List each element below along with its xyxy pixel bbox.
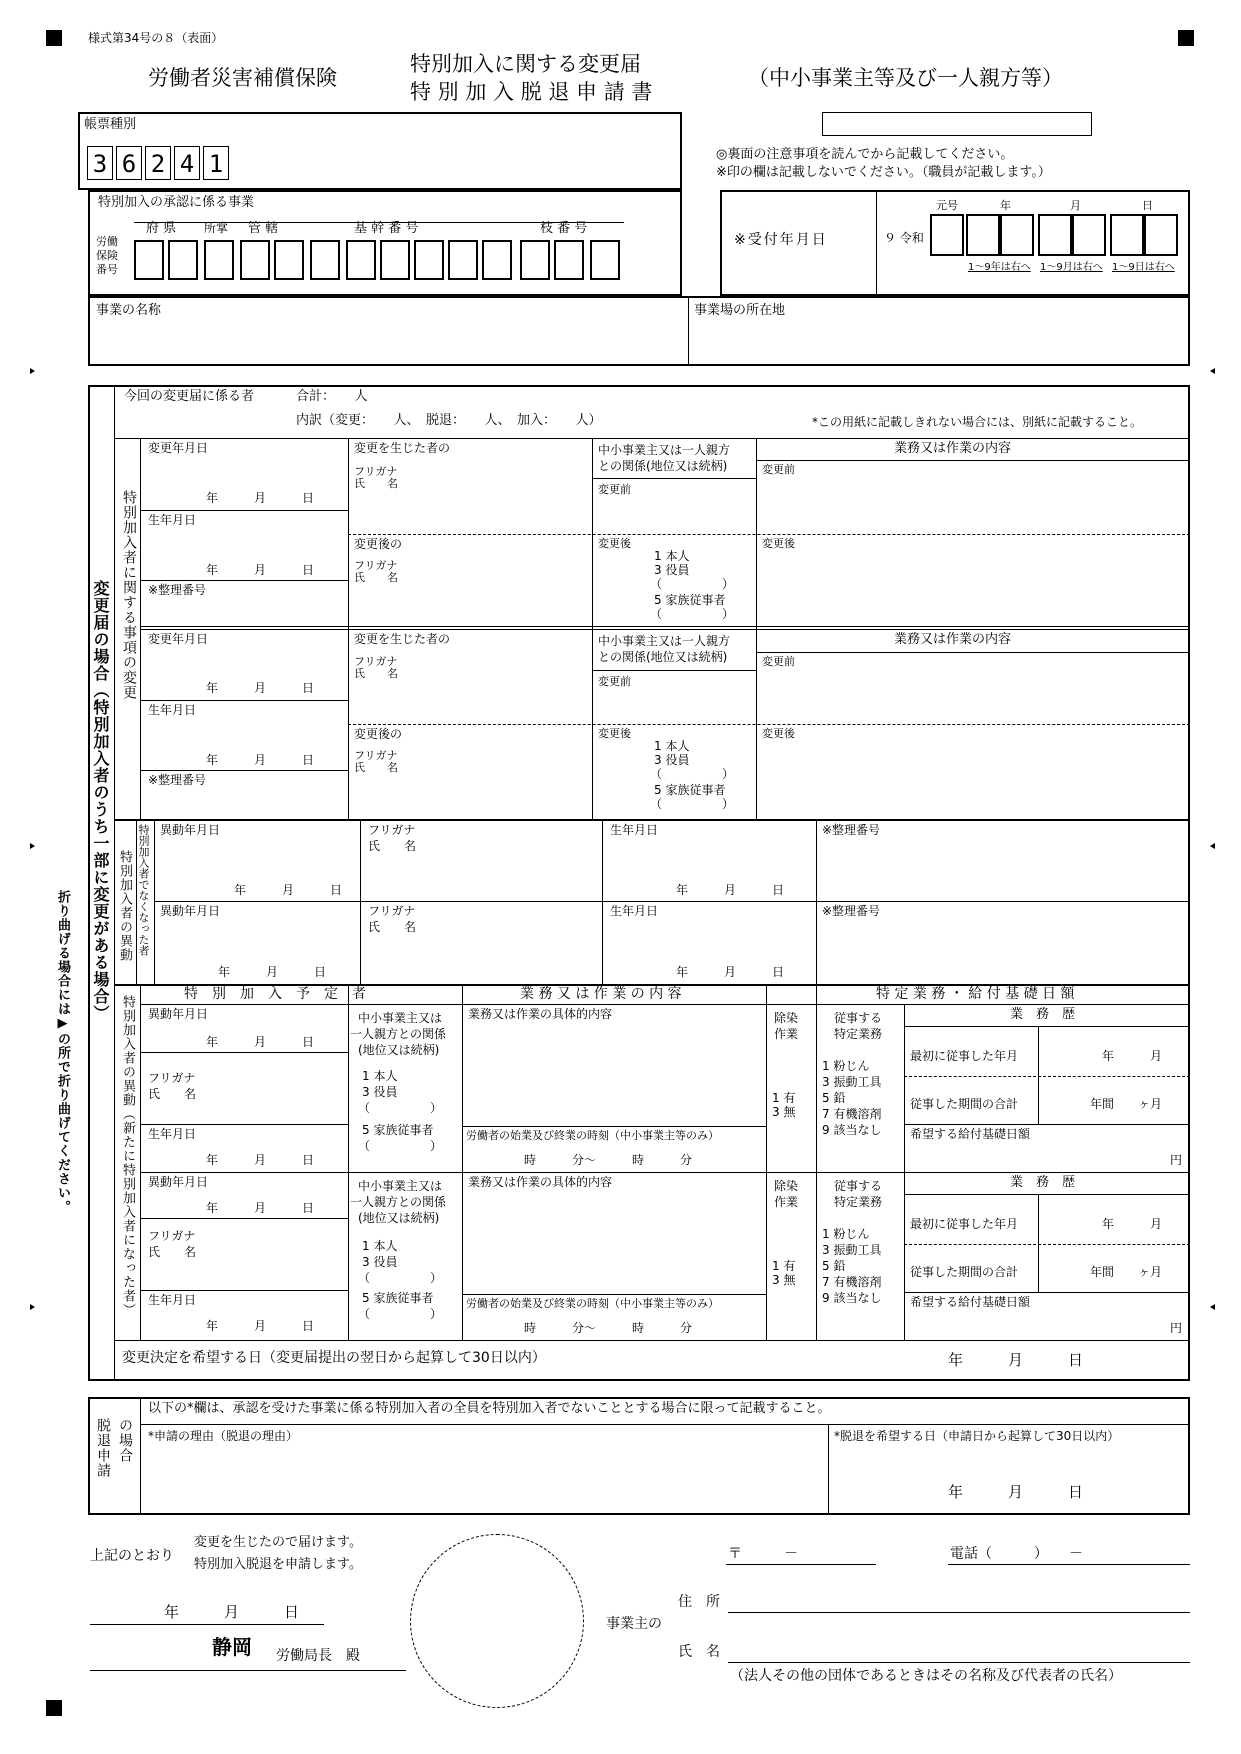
relation-b2: との関係(地位又は続柄)	[598, 650, 728, 664]
number-cell[interactable]	[204, 240, 234, 280]
nj1-hours: 労働者の始業及び終業の時刻（中小事業主等のみ）	[466, 1129, 719, 1142]
nj1-hours-val: 時 分～ 時 分	[524, 1153, 693, 1167]
approval-side-1: 労働	[96, 235, 118, 248]
nj2-opt1: 1 本人	[362, 1239, 398, 1253]
seiri-b: ※整理番号	[148, 773, 207, 787]
note-year: 1～9年は右へ	[968, 262, 1031, 273]
nj2-decon1: 除染	[774, 1179, 799, 1193]
withdraw-side1: 脱退申請	[95, 1418, 111, 1478]
header-eda: 枝 番 号	[540, 221, 588, 236]
nj1-spec-o2: 3 振動工具	[822, 1075, 882, 1089]
furigana-b: フリガナ	[354, 655, 398, 668]
nj1-period-val: 年間 ヶ月	[1090, 1097, 1163, 1111]
after-a: 変更後の	[354, 537, 403, 551]
ledger-label: 帳票種別	[84, 117, 137, 132]
change-date-a-val: 年 月 日	[206, 491, 315, 505]
change-date-b-val: 年 月 日	[206, 681, 315, 695]
number-cell[interactable]	[240, 240, 270, 280]
business-name-label: 事業の名称	[96, 303, 162, 318]
fold-arrow	[30, 843, 35, 849]
opt3-a: 3 役員	[654, 563, 690, 577]
desired-ymd: 年 月 日	[948, 1351, 1084, 1369]
move-date-r2-val: 年 月 日	[218, 965, 327, 979]
relation-b: 中小事業主又は一人親方	[598, 634, 731, 648]
reception-era-cell[interactable]	[930, 214, 964, 256]
nj2-decon2: 作業	[774, 1195, 799, 1209]
footer-phone: 電話（ ） －	[950, 1546, 1083, 1562]
nj2-birth-val: 年 月 日	[206, 1319, 315, 1333]
nj2-rel3: (地位又は続柄)	[358, 1211, 440, 1225]
nj2-decon-o1: 1 有	[772, 1259, 796, 1273]
fold-arrow	[1210, 843, 1215, 849]
relation-a: 中小事業主又は一人親方	[598, 443, 731, 457]
footer-postal: 〒 －	[728, 1546, 798, 1562]
furigana-r1: フリガナ	[368, 823, 416, 837]
note-month: 1～9月は右へ	[1040, 262, 1103, 273]
furigana-a: フリガナ	[354, 465, 398, 478]
birth-r2: 生年月日	[610, 904, 659, 918]
form-number: 様式第34号の８（表面）	[88, 31, 224, 45]
nj2-first-val: 年 月	[1102, 1217, 1163, 1231]
work-header-a: 業務又は作業の内容	[894, 441, 1012, 456]
nj1-spec2: 特定業務	[834, 1027, 883, 1041]
birth-date-a-val: 年 月 日	[206, 563, 315, 577]
title-withdraw: 特 別 加 入 脱 退 申 請 書	[410, 80, 653, 104]
nj-h2: 業 務 又 は 作 業 の 内 容	[520, 986, 682, 1002]
h-year: 年	[1000, 199, 1011, 212]
fold-arrow	[1210, 368, 1215, 374]
footer-address: 住 所	[678, 1594, 720, 1610]
number-cell[interactable]	[168, 240, 198, 280]
opt1-b: 1 本人	[654, 739, 690, 753]
note-line1: ◎裏面の注意事項を読んでから記載してください。	[716, 147, 1014, 162]
paren-b: （ ）	[650, 767, 735, 781]
change-date-a: 変更年月日	[148, 441, 209, 455]
h-day: 日	[1142, 199, 1153, 212]
h-gengo: 元号	[936, 199, 958, 212]
nj2-opt3: 3 役員	[362, 1255, 398, 1269]
number-cell[interactable]	[346, 240, 376, 280]
insurance-name: 労働者災害補償保険	[148, 66, 337, 90]
nj1-spec-o4: 7 有機溶剤	[822, 1107, 882, 1121]
nj1-spec-o1: 1 粉じん	[822, 1059, 870, 1073]
reception-month-cell[interactable]	[1072, 214, 1106, 256]
change-side-inner2b: 特別加入者の異動	[117, 850, 132, 962]
header-pref: 府 県	[146, 221, 177, 236]
nj1-furigana: フリガナ	[148, 1071, 196, 1085]
birth-r1: 生年月日	[610, 823, 659, 837]
name-r2: 氏 名	[368, 920, 417, 934]
before-a: 変更前	[598, 483, 631, 496]
number-cell[interactable]	[380, 240, 410, 280]
change-side-inner3: 特別加入者の異動（新たに特別加入者になった者）	[120, 995, 135, 1317]
header-kan: 管 轄	[248, 221, 279, 236]
fold-arrow	[30, 1304, 35, 1310]
seiri-a: ※整理番号	[148, 583, 207, 597]
nj1-decon1: 除染	[774, 1011, 799, 1025]
furigana-b2: フリガナ	[354, 749, 398, 762]
furigana-a2: フリガナ	[354, 559, 398, 572]
persons-label: 今回の変更届に係る者	[124, 389, 255, 404]
nj2-hours: 労働者の始業及び終業の時刻（中小事業主等のみ）	[466, 1297, 719, 1310]
nj1-opt5: 5 家族従事者	[362, 1123, 434, 1137]
after-a-rel: 変更後	[598, 537, 631, 550]
withdraw-instruction: 以下の*欄は、承認を受けた事業に係る特別加入者の全員を特別加入者でないこととする場合に限って記載すること。	[148, 1401, 831, 1416]
nj2-period: 従事した期間の合計	[910, 1265, 1019, 1279]
ledger-digit: 2	[145, 146, 171, 180]
nj1-spec1: 従事する	[834, 1011, 883, 1025]
nj2-decon-o2: 3 無	[772, 1273, 796, 1287]
corner-mark-tr	[1178, 30, 1194, 46]
h-month: 月	[1070, 199, 1081, 212]
work-header-b: 業務又は作業の内容	[894, 632, 1012, 647]
nj1-yen: 円	[1170, 1153, 1183, 1167]
work-before-a: 変更前	[762, 463, 795, 476]
reception-year-cell[interactable]	[966, 214, 1000, 256]
name-a: 氏 名	[354, 477, 398, 490]
nj1-birth: 生年月日	[148, 1127, 197, 1141]
footer-corp-note: （法人その他の団体であるときはその名称及び代表者の氏名）	[730, 1668, 1122, 1684]
ledger-digit: 1	[203, 146, 229, 180]
nj1-rel2: 一人親方との関係	[350, 1027, 447, 1041]
paren-a2: （ ）	[650, 607, 735, 621]
number-cell[interactable]	[520, 240, 550, 280]
name-r1: 氏 名	[368, 839, 417, 853]
reference-box[interactable]	[822, 112, 1092, 136]
nj1-opt3: 3 役員	[362, 1085, 398, 1099]
caused-b: 変更を生じた者の	[354, 632, 451, 646]
move-date-r1: 異動年月日	[160, 823, 221, 837]
nj2-paren2: （ ）	[358, 1307, 443, 1321]
nj1-spec-o5: 9 該当なし	[822, 1123, 882, 1137]
reception-day-cell[interactable]	[1110, 214, 1144, 256]
caused-a: 変更を生じた者の	[354, 441, 451, 455]
withdraw-date: *脱退を希望する日（申請日から起算して30日以内）	[834, 1429, 1120, 1443]
name-b2: 氏 名	[354, 761, 398, 774]
corner-mark-bl	[46, 1700, 62, 1716]
name-b: 氏 名	[354, 667, 398, 680]
nj1-paren1: （ ）	[358, 1101, 443, 1115]
nj1-opt1: 1 本人	[362, 1069, 398, 1083]
birth-date-a: 生年月日	[148, 513, 197, 527]
paren-a: （ ）	[650, 577, 735, 591]
nj2-spec-o4: 7 有機溶剤	[822, 1275, 882, 1289]
number-cell[interactable]	[482, 240, 512, 280]
desired-label: 変更決定を希望する日（変更届提出の翌日から起算して30日以内）	[122, 1350, 546, 1366]
change-side-outer: 変更届の場合（特別加入者のうち一部に変更がある場合）	[91, 580, 110, 1022]
work-before-b: 変更前	[762, 655, 795, 668]
footer-opt2: 特別加入脱退を申請します。	[194, 1557, 362, 1572]
nj2-spec-o1: 1 粉じん	[822, 1227, 870, 1241]
move-date-r1-val: 年 月 日	[234, 883, 343, 897]
reception-day-cell[interactable]	[1144, 214, 1178, 256]
nj2-spec-o2: 3 振動工具	[822, 1243, 882, 1257]
move-date-r2: 異動年月日	[160, 904, 221, 918]
withdraw-side2: の場合	[117, 1418, 133, 1463]
reception-month-cell[interactable]	[1038, 214, 1072, 256]
header-shosho: 所掌	[204, 221, 229, 235]
nj2-daily: 希望する給付基礎日額	[910, 1295, 1031, 1309]
withdraw-ymd: 年 月 日	[948, 1483, 1084, 1501]
footer-above: 上記のとおり	[90, 1548, 174, 1564]
after-b-rel: 変更後	[598, 727, 631, 740]
footer-bureau: 静岡	[212, 1635, 252, 1659]
ledger-digit: 6	[116, 146, 142, 180]
seal-circle	[410, 1534, 584, 1708]
nj1-move: 異動年月日	[148, 1007, 209, 1021]
persons-total: 合計： 人	[296, 389, 368, 404]
change-side-inner2: 特別加入者でなくなった者	[137, 824, 150, 956]
footer-owner: 事業主の	[606, 1616, 662, 1632]
birth-date-b-val: 年 月 日	[206, 753, 315, 767]
fold-arrow	[1210, 1304, 1215, 1310]
number-cell[interactable]	[448, 240, 478, 280]
birth-r2-val: 年 月 日	[676, 965, 785, 979]
title-change: 特別加入に関する変更届	[410, 52, 641, 76]
number-cell[interactable]	[414, 240, 444, 280]
before-b: 変更前	[598, 675, 631, 688]
name-a2: 氏 名	[354, 571, 398, 584]
withdraw-reason: *申請の理由（脱退の理由）	[148, 1429, 299, 1443]
ledger-digit: 3	[87, 146, 113, 180]
change-side-inner1: 特別加入者に関する事項の変更	[121, 490, 137, 700]
nj1-name: 氏 名	[148, 1087, 197, 1101]
seiri-r2: ※整理番号	[822, 904, 881, 918]
nj2-move-val: 年 月 日	[206, 1201, 315, 1215]
nj-h3: 特 定 業 務 ・ 給 付 基 礎 日 額	[876, 986, 1075, 1002]
seiri-r1: ※整理番号	[822, 823, 881, 837]
opt1-a: 1 本人	[654, 549, 690, 563]
approval-side-3: 番号	[96, 263, 118, 276]
opt5-a: 5 家族従事者	[654, 593, 726, 607]
nj2-spec1: 従事する	[834, 1179, 883, 1193]
fold-note: 折り曲げる場合には▶の所で折り曲げてください。	[55, 890, 70, 1214]
nj2-spec-o3: 5 鉛	[822, 1259, 846, 1273]
nj1-decon-o1: 1 有	[772, 1091, 796, 1105]
corner-mark-tl	[46, 30, 62, 46]
nj2-birth: 生年月日	[148, 1293, 197, 1307]
relation-a2: との関係(地位又は続柄)	[598, 459, 728, 473]
footer-name: 氏 名	[678, 1644, 720, 1660]
reception-era: ９ 令和	[884, 231, 924, 245]
number-cell[interactable]	[310, 240, 340, 280]
nj1-decon2: 作業	[774, 1027, 799, 1041]
business-block	[88, 296, 1190, 366]
nj2-name: 氏 名	[148, 1245, 197, 1259]
nj1-period: 従事した期間の合計	[910, 1097, 1019, 1111]
nj2-rel1: 中小事業主又は	[358, 1179, 443, 1193]
nj1-rel1: 中小事業主又は	[358, 1011, 443, 1025]
number-cell[interactable]	[590, 240, 620, 280]
nj2-detail: 業務又は作業の具体的内容	[468, 1175, 613, 1189]
note-line2: ※印の欄は記載しないでください。（職員が記載します。）	[716, 165, 1051, 180]
nj2-spec2: 特定業務	[834, 1195, 883, 1209]
fold-arrow	[30, 368, 35, 374]
nj2-period-val: 年間 ヶ月	[1090, 1265, 1163, 1279]
business-address-label: 事業場の所在地	[694, 303, 786, 318]
nj1-move-val: 年 月 日	[206, 1035, 315, 1049]
nj1-daily: 希望する給付基礎日額	[910, 1127, 1031, 1141]
nj1-spec-o3: 5 鉛	[822, 1091, 846, 1105]
nj-h1: 特 別 加 入 予 定 者	[184, 986, 366, 1002]
nj1-detail: 業務又は作業の具体的内容	[468, 1007, 613, 1021]
header-kikan: 基 幹 番 号	[354, 221, 419, 236]
nj2-spec-o5: 9 該当なし	[822, 1291, 882, 1305]
reception-year-cell[interactable]	[1000, 214, 1034, 256]
approval-side-2: 保険	[96, 249, 118, 262]
number-cell[interactable]	[274, 240, 304, 280]
nj1-birth-val: 年 月 日	[206, 1153, 315, 1167]
persons-breakdown: 内訳（変更： 人、 脱退： 人、 加入： 人）	[296, 413, 602, 428]
nj2-paren1: （ ）	[358, 1271, 443, 1285]
nj1-rel3: (地位又は続柄)	[358, 1043, 440, 1057]
nj1-first: 最初に従事した年月	[910, 1049, 1019, 1063]
ledger-digit: 4	[174, 146, 200, 180]
work-after-b: 変更後	[762, 727, 795, 740]
subtitle: （中小事業主等及び一人親方等）	[748, 66, 1063, 90]
nj2-yen: 円	[1170, 1321, 1183, 1335]
reception-label: ※受付年月日	[734, 232, 828, 248]
nj1-decon-o2: 3 無	[772, 1105, 796, 1119]
furigana-r2: フリガナ	[368, 904, 416, 918]
nj2-furigana: フリガナ	[148, 1229, 196, 1243]
nj1-first-val: 年 月	[1102, 1049, 1163, 1063]
nj2-opt5: 5 家族従事者	[362, 1291, 434, 1305]
nj2-hours-val: 時 分～ 時 分	[524, 1321, 693, 1335]
nj2-move: 異動年月日	[148, 1175, 209, 1189]
number-cell[interactable]	[134, 240, 164, 280]
birth-date-b: 生年月日	[148, 703, 197, 717]
nj2-rel2: 一人親方との関係	[350, 1195, 447, 1209]
footer-bureau-suffix: 労働局長 殿	[276, 1648, 360, 1664]
nj2-history: 業 務 歴	[1010, 1175, 1076, 1190]
paren-b2: （ ）	[650, 797, 735, 811]
nj2-first: 最初に従事した年月	[910, 1217, 1019, 1231]
footer-opt1: 変更を生じたので届けます。	[194, 1535, 362, 1550]
approval-label: 特別加入の承認に係る事業	[98, 195, 255, 210]
change-date-b: 変更年月日	[148, 632, 209, 646]
note-day: 1～9日は右へ	[1112, 262, 1175, 273]
work-after-a: 変更後	[762, 537, 795, 550]
opt3-b: 3 役員	[654, 753, 690, 767]
overflow-note: *この用紙に記載しきれない場合には、別紙に記載すること。	[812, 415, 1143, 429]
footer-date: 年 月 日	[164, 1603, 300, 1621]
nj1-history: 業 務 歴	[1010, 1007, 1076, 1022]
number-cell[interactable]	[554, 240, 584, 280]
opt5-b: 5 家族従事者	[654, 783, 726, 797]
birth-r1-val: 年 月 日	[676, 883, 785, 897]
nj1-paren2: （ ）	[358, 1139, 443, 1153]
after-b: 変更後の	[354, 727, 403, 741]
